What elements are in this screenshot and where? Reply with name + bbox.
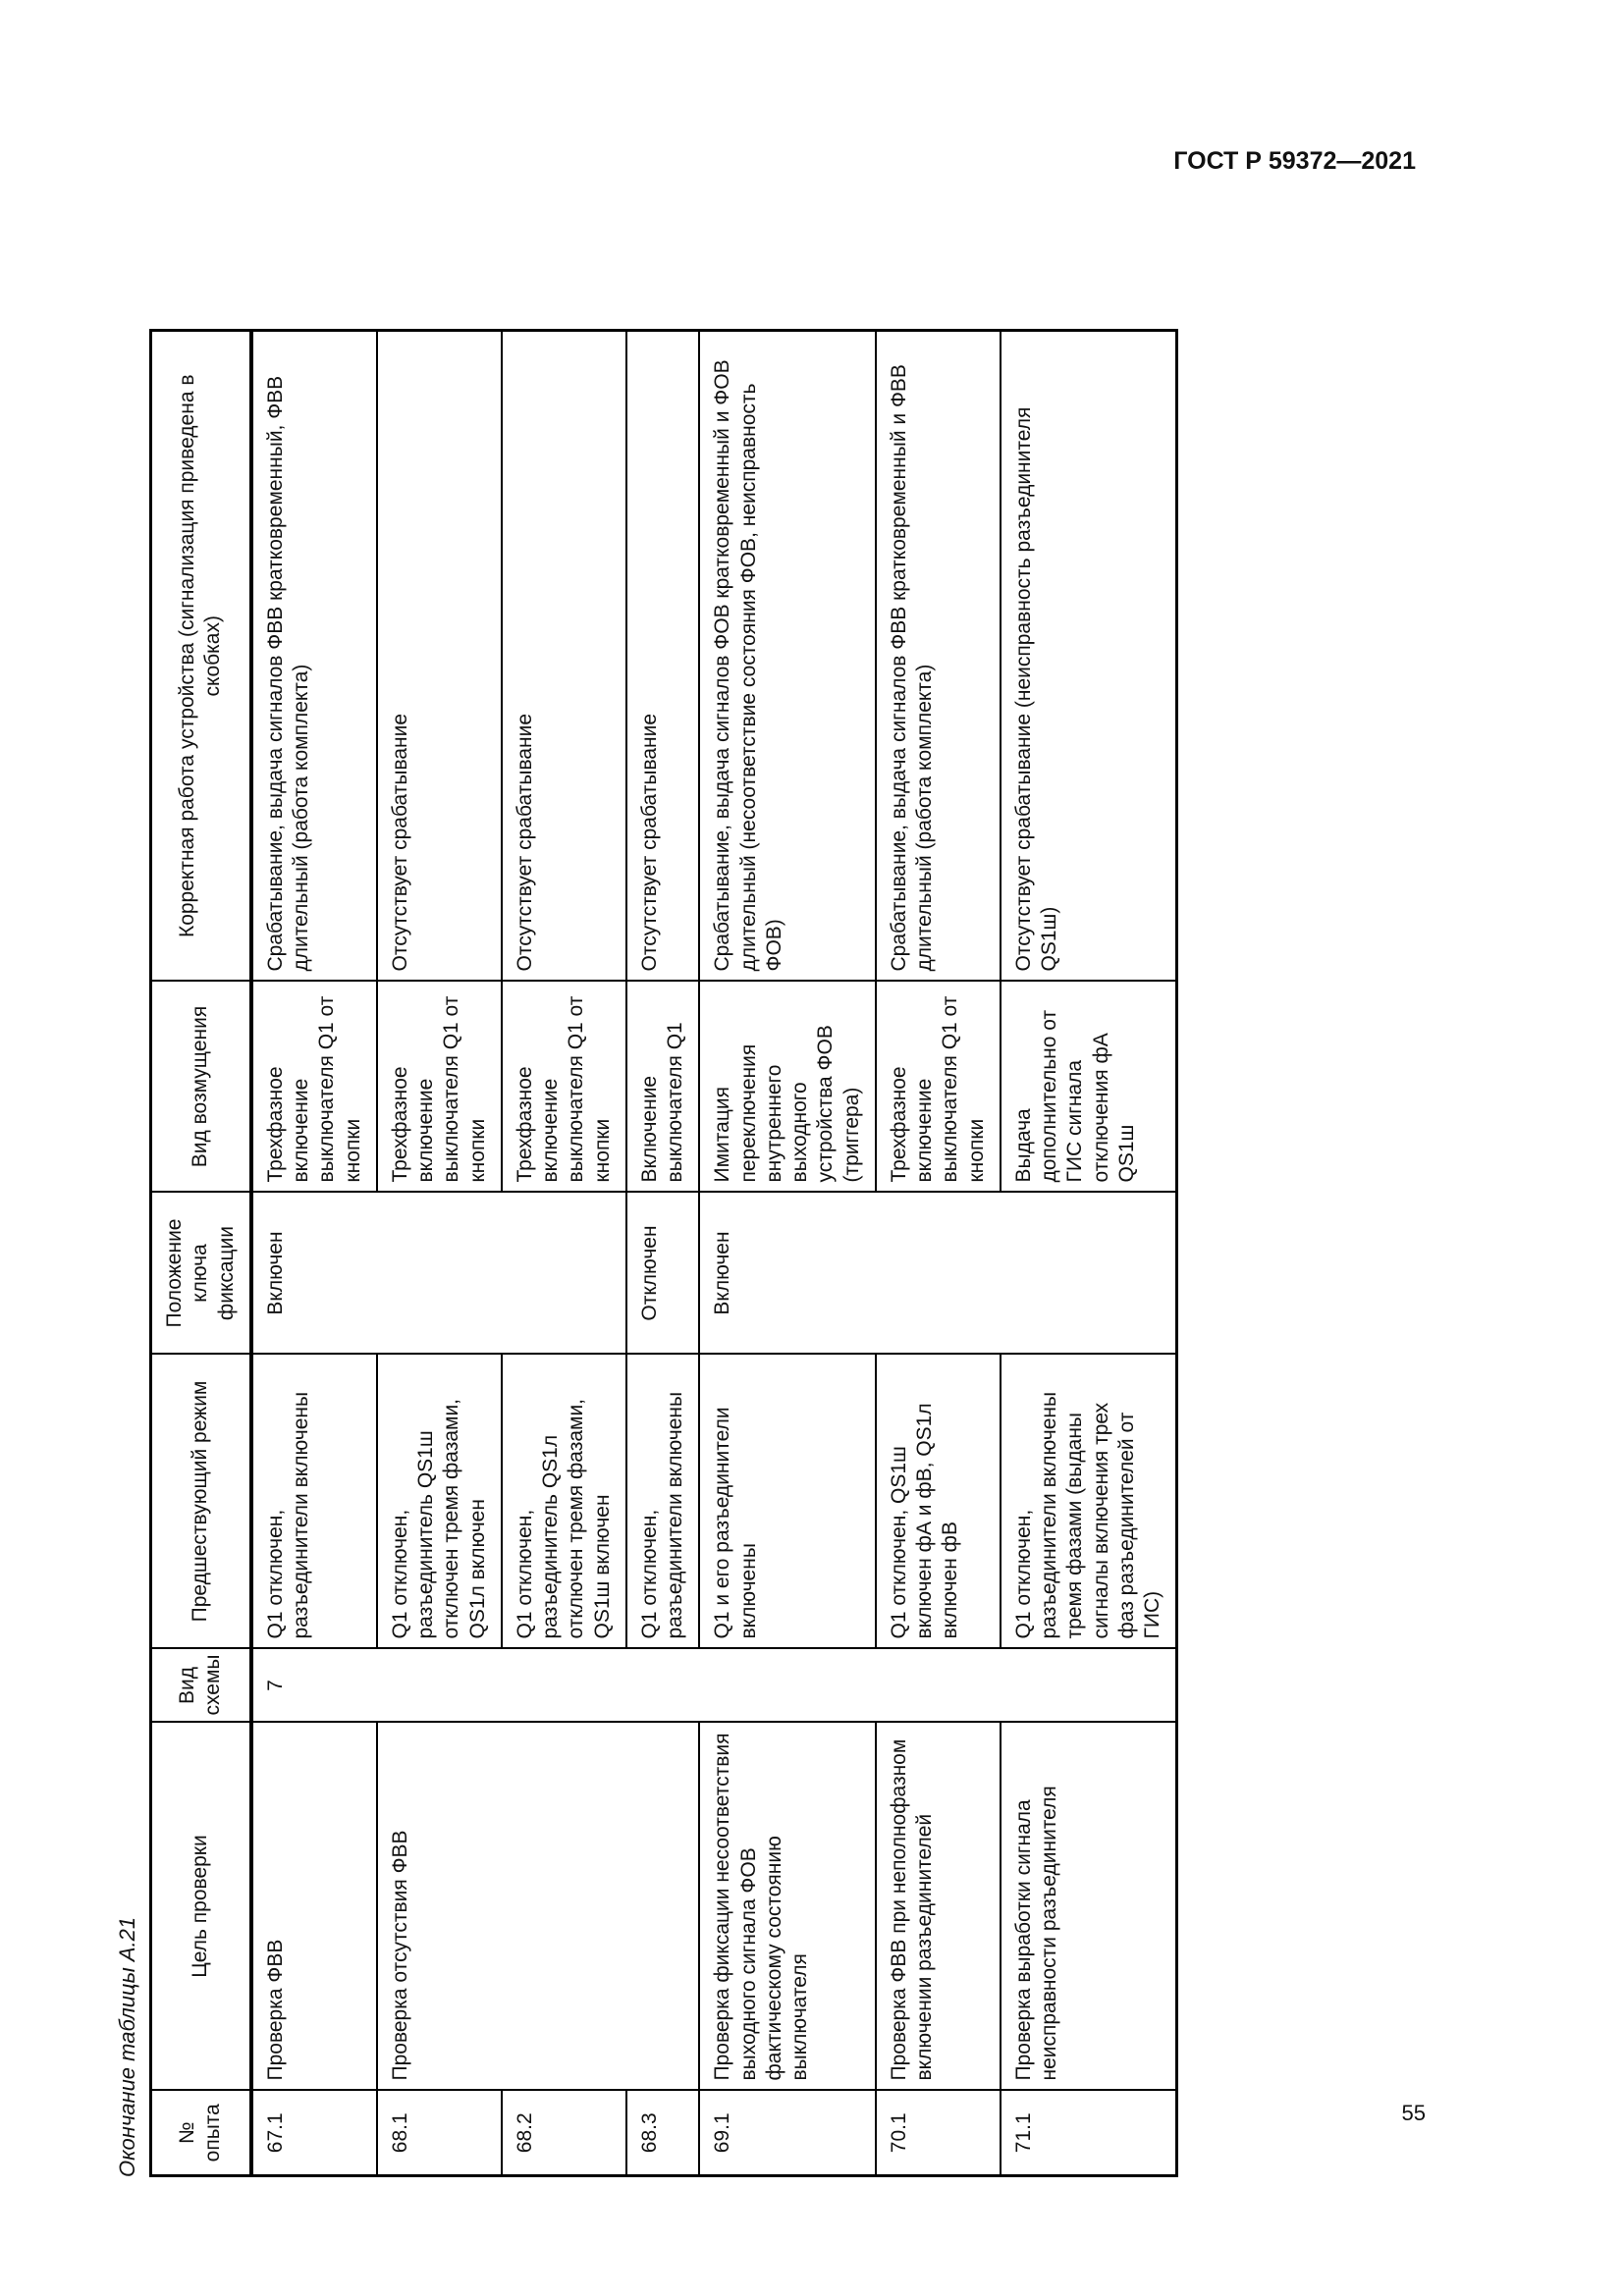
cell-key-position [377, 1193, 502, 1355]
cell-correct-operation: Отсутствует срабатывание (неисправность разъединителя QS1ш) [1001, 331, 1177, 982]
rotated-table-block [106, 224, 1221, 2181]
column-header-key-position: Положение ключа фиксации [151, 1193, 251, 1355]
table-row [251, 331, 377, 2176]
cell-prev-mode: Q1 отключен, разъединитель QS1ш отключен тремя фазами, QS1л включен [377, 1355, 502, 1649]
cell-prev-mode: Q1 отключен, разъединители включены [626, 1355, 700, 1649]
cell-num: 68.1 [377, 2091, 502, 2176]
cell-goal: Проверка отсутствия ФВВ [377, 1723, 502, 2091]
cell-scheme [626, 1649, 700, 1723]
cell-scheme [377, 1649, 502, 1723]
column-header-prev-mode: Предшествующий режим [151, 1355, 251, 1649]
cell-goal: Проверка ФВВ при неполнофазном включении разъединителей [876, 1723, 1001, 2091]
cell-disturbance: Выдача дополнительно от ГИС сигнала отключения фА QS1ш [1001, 982, 1177, 1193]
cell-goal [502, 1723, 626, 2091]
cell-goal: Проверка выработки сигнала неисправности разъединителя [1001, 1723, 1177, 2091]
cell-scheme [502, 1649, 626, 1723]
cell-scheme [1001, 1649, 1177, 1723]
table-row [502, 331, 626, 2176]
cell-goal [626, 1723, 700, 2091]
cell-num: 68.3 [626, 2091, 700, 2176]
cell-key-position: Отключен [626, 1193, 700, 1355]
column-header-goal: Цель проверки [151, 1723, 251, 2091]
column-header-num: № опыта [151, 2091, 251, 2176]
cell-disturbance: Трехфазное включение выключателя Q1 от кнопки [377, 982, 502, 1193]
standard-header: ГОСТ Р 59372—2021 [1173, 147, 1416, 175]
cell-key-position [1001, 1193, 1177, 1355]
table-row [626, 331, 700, 2176]
cell-correct-operation: Отсутствует срабатывание [626, 331, 700, 982]
cell-correct-operation: Срабатывание, выдача сигналов ФОВ кратковременный и ФОВ длительный (несоответствие состояния ФОВ, неисправность ФОВ) [699, 331, 876, 982]
cell-correct-operation: Срабатывание, выдача сигналов ФВВ кратковременный и ФВВ длительный (работа комплекта) [876, 331, 1001, 982]
cell-disturbance: Включение выключателя Q1 [626, 982, 700, 1193]
cell-key-position: Включен [251, 1193, 377, 1355]
cell-num: 68.2 [502, 2091, 626, 2176]
cell-disturbance: Имитация переключения внутреннего выходного устройства ФОВ (триггера) [699, 982, 876, 1193]
table-row [876, 331, 1001, 2176]
results-table [149, 329, 1178, 2177]
table-row [699, 331, 876, 2176]
table-row [1001, 331, 1177, 2176]
cell-prev-mode: Q1 отключен, разъединители включены [251, 1355, 377, 1649]
table-caption: Окончание таблицы А.21 [115, 1916, 139, 2177]
cell-disturbance: Трехфазное включение выключателя Q1 от кнопки [251, 982, 377, 1193]
cell-key-position [876, 1193, 1001, 1355]
column-header-correct-operation: Корректная работа устройства (сигнализация приведена в скобках) [151, 331, 251, 982]
cell-num: 71.1 [1001, 2091, 1177, 2176]
cell-prev-mode: Q1 отключен, разъединители включены тремя фазами (выданы сигналы включения трех фаз разъединителей от ГИС) [1001, 1355, 1177, 1649]
cell-num: 70.1 [876, 2091, 1001, 2176]
cell-num: 69.1 [699, 2091, 876, 2176]
cell-goal: Проверка фиксации несоответствия выходного сигнала ФОВ фактическому состоянию выключателя [699, 1723, 876, 2091]
cell-correct-operation: Отсутствует срабатывание [377, 331, 502, 982]
cell-correct-operation: Срабатывание, выдача сигналов ФВВ кратковременный, ФВВ длительный (работа комплекта) [251, 331, 377, 982]
cell-scheme [876, 1649, 1001, 1723]
cell-disturbance: Трехфазное включение выключателя Q1 от кнопки [502, 982, 626, 1193]
cell-prev-mode: Q1 и его разъединители включены [699, 1355, 876, 1649]
table-row [377, 331, 502, 2176]
cell-prev-mode: Q1 отключен, разъединитель QS1л отключен тремя фазами, QS1ш включен [502, 1355, 626, 1649]
cell-prev-mode: Q1 отключен, QS1ш включен фА и фВ, QS1л включен фВ [876, 1355, 1001, 1649]
column-header-disturbance: Вид возмущения [151, 982, 251, 1193]
cell-key-position: Включен [699, 1193, 876, 1355]
cell-correct-operation: Отсутствует срабатывание [502, 331, 626, 982]
column-header-scheme: Вид схемы [151, 1649, 251, 1723]
cell-goal: Проверка ФВВ [251, 1723, 377, 2091]
cell-scheme [699, 1649, 876, 1723]
cell-key-position [502, 1193, 626, 1355]
cell-num: 67.1 [251, 2091, 377, 2176]
cell-disturbance: Трехфазное включение выключателя Q1 от кнопки [876, 982, 1001, 1193]
page-number: 55 [1401, 2101, 1426, 2125]
cell-scheme: 7 [251, 1649, 377, 1723]
table-header-row [151, 331, 251, 2176]
